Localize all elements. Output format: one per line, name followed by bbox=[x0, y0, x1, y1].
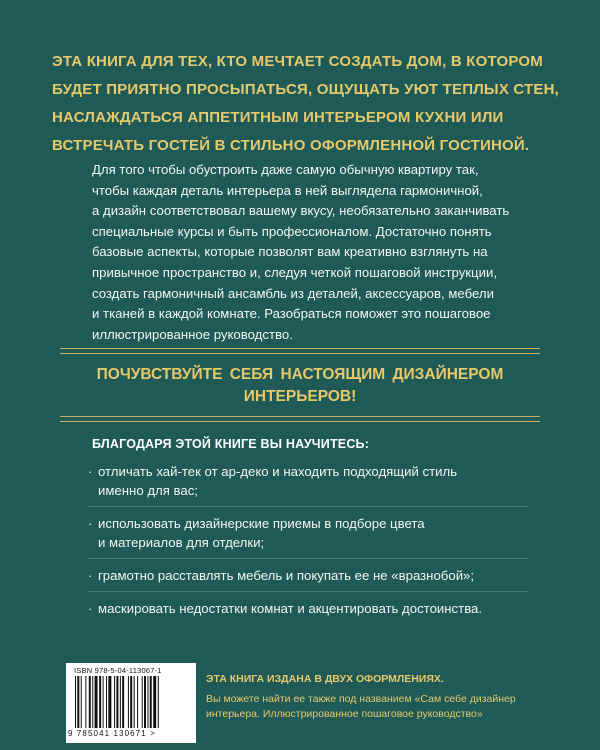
bullet-icon: · bbox=[88, 516, 93, 531]
intro-line: ВСТРЕЧАТЬ ГОСТЕЙ В СТИЛЬНО ОФОРМЛЕННОЙ ГОСТИНОЙ. bbox=[52, 137, 530, 154]
bullet-icon: · bbox=[88, 568, 93, 583]
description-line: создать гармоничный ансамбль из деталей, аксессуаров, мебели bbox=[92, 285, 494, 301]
learn-heading: БЛАГОДАРЯ ЭТОЙ КНИГЕ ВЫ НАУЧИТЕСЬ: bbox=[92, 437, 370, 451]
learn-item-line: отличать хай-тек от ар-деко и находить подходящий стиль bbox=[98, 464, 458, 479]
learn-list-item bbox=[88, 566, 528, 592]
callout-banner bbox=[60, 364, 540, 408]
learn-item-line: грамотно расставлять мебель и покупать ее не «вразнобой»; bbox=[98, 568, 475, 583]
intro-line: ЭТА КНИГА ДЛЯ ТЕХ, КТО МЕЧТАЕТ СОЗДАТЬ ДОМ, В КОТОРОМ bbox=[52, 53, 543, 70]
barcode-block bbox=[66, 663, 196, 743]
description-line: привычное пространство и, следуя четкой пошаговой инструкции, bbox=[92, 264, 498, 280]
edition-note-line: интерьера. Иллюстрированное пошаговое руководство» bbox=[206, 708, 483, 720]
intro-line: БУДЕТ ПРИЯТНО ПРОСЫПАТЬСЯ, ОЩУЩАТЬ УЮТ ТЕПЛЫХ СТЕН, bbox=[52, 81, 560, 98]
learn-list-item bbox=[88, 599, 528, 624]
description-line: и тканей в каждой комнате. Разобраться поможет это пошаговое bbox=[92, 306, 491, 322]
description-line: иллюстрированное руководство. bbox=[92, 326, 293, 342]
learn-list-item bbox=[88, 514, 528, 559]
description-line: чтобы каждая деталь интерьера в ней выглядела гармоничной, bbox=[92, 182, 483, 198]
edition-note-line: Вы можете найти ее также под названием «Сам себе дизайнер bbox=[206, 693, 516, 705]
learn-list-item bbox=[88, 462, 528, 507]
barcode-icon bbox=[74, 676, 188, 728]
callout-line: ИНТЕРЬЕРОВ! bbox=[243, 388, 357, 405]
callout-top-divider bbox=[60, 348, 540, 354]
bullet-icon: · bbox=[88, 601, 93, 616]
learn-item-line: и материалов для отделки; bbox=[98, 535, 265, 550]
description-line: специальные курсы и быть профессионалом. Достаточно понять bbox=[92, 223, 492, 239]
bullet-icon: · bbox=[88, 464, 93, 479]
learn-item-line: использовать дизайнерские приемы в подборе цвета bbox=[98, 516, 425, 531]
edition-note bbox=[206, 692, 566, 722]
learn-list bbox=[88, 462, 528, 631]
isbn-label: ISBN 978-5-04-113067-1 bbox=[74, 666, 162, 675]
intro-text bbox=[52, 48, 562, 160]
description-line: Для того чтобы обустроить даже самую обычную квартиру так, bbox=[92, 162, 479, 177]
description-line: базовые аспекты, которые позволят вам креативно взглянуть на bbox=[92, 244, 488, 260]
intro-line: НАСЛАЖДАТЬСЯ АППЕТИТНЫМ ИНТЕРЬЕРОМ КУХНИ ИЛИ bbox=[52, 109, 504, 126]
edition-title: ЭТА КНИГА ИЗДАНА В ДВУХ ОФОРМЛЕНИЯХ. bbox=[206, 673, 444, 685]
learn-item-line: маскировать недостатки комнат и акцентировать достоинства. bbox=[98, 601, 483, 616]
barcode-digits: 9 785041 130671 > bbox=[68, 729, 156, 738]
callout-line: ПОЧУВСТВУЙТЕ СЕБЯ НАСТОЯЩИМ ДИЗАЙНЕРОМ bbox=[96, 366, 504, 383]
description-line: а дизайн соответствовал вашему вкусу, необязательно заканчивать bbox=[92, 203, 510, 219]
learn-item-line: именно для вас; bbox=[98, 483, 198, 498]
callout-bottom-divider bbox=[60, 416, 540, 422]
description-paragraph bbox=[92, 160, 532, 345]
